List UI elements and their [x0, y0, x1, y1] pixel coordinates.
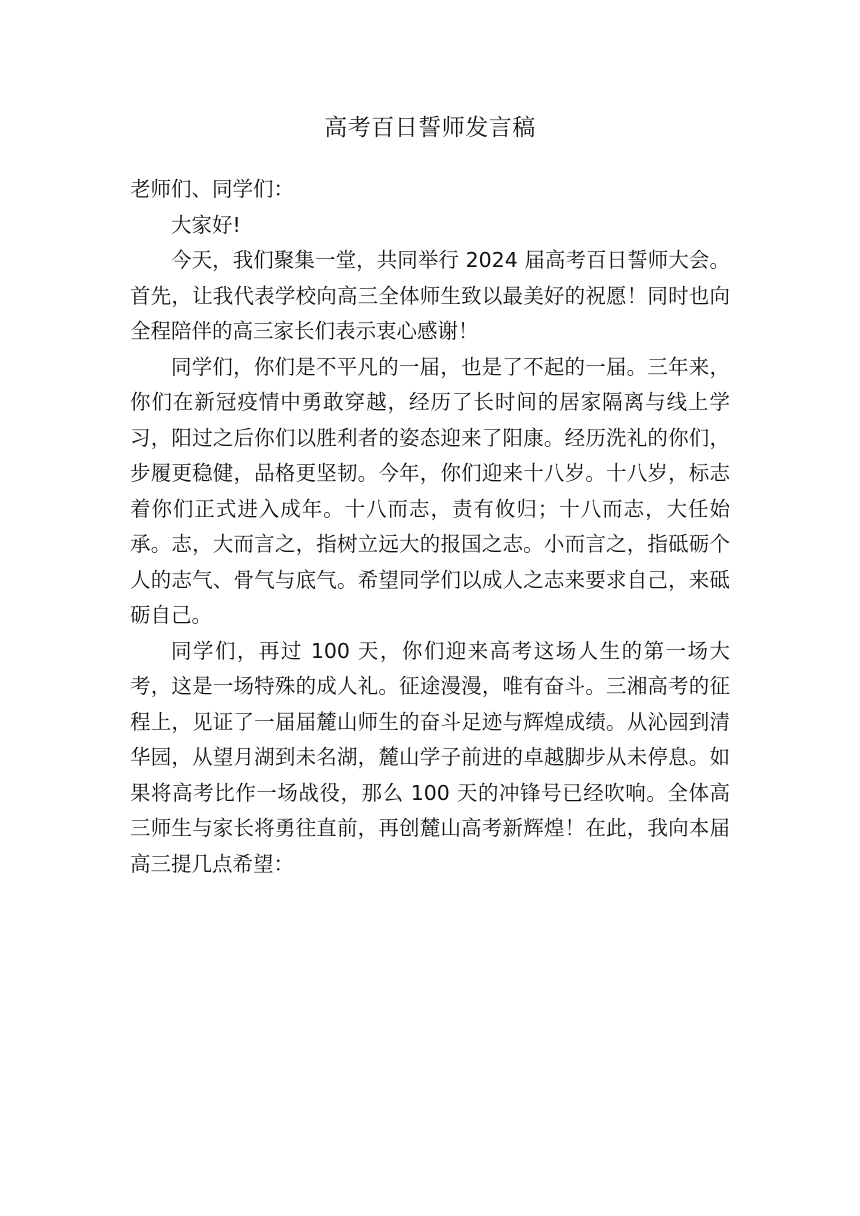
- document-title: 高考百日誓师发言稿: [324, 115, 536, 141]
- salutation: 老师们、同学们：: [130, 177, 294, 201]
- paragraph-hundred-days: 同学们，再过 100 天，你们迎来高考这场人生的第一场大考，这是一场特殊的成人礼。征途漫漫，唯有奋斗。三湘高考的征程上，见证了一届届麓山师生的奋斗足迹与辉煌成绩。从沁园到清华园，从望月湖到未名湖，麓山学子前进的卓越脚步从未停息。如果将高考比作一场战役，那么 100 天的冲锋号已经吹响。全体高三师生与家长将勇往直前，再创麓山高考新辉煌！在此，我向本届高三提几点希望：: [130, 638, 730, 876]
- document-body: [130, 172, 730, 882]
- paragraph-greeting: 大家好!: [171, 212, 241, 237]
- paragraph-coming-of-age: 同学们，你们是不平凡的一届，也是了不起的一届。三年来，你们在新冠疫情中勇敢穿越，经历了长时间的居家隔离与线上学习，阳过之后你们以胜利者的姿态迎来了阳康。经历洗礼的你们，步履更稳健，品格更坚韧。今年，你们迎来十八岁。十八岁，标志着你们正式进入成年。十八而志，责有攸归；十八而志，大任始承。志，大而言之，指树立远大的报国之志。小而言之，指砥砺个人的志气、骨气与底气。希望同学们以成人之志来要求自己，来砥砺自己。: [130, 354, 730, 627]
- paragraph-opening: 今天，我们聚集一堂，共同举行 2024 届高考百日誓师大会。首先，让我代表学校向高三全体师生致以最美好的祝愿！同时也向全程陪伴的高三家长们表示衷心感谢！: [130, 248, 730, 343]
